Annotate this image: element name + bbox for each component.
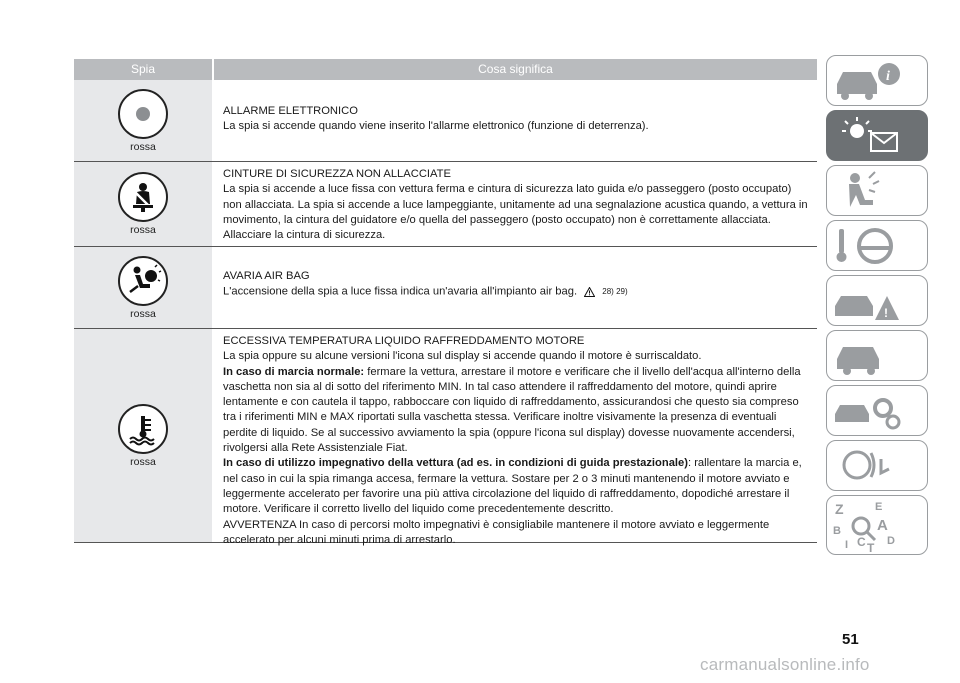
- description-cell: [214, 80, 817, 161]
- tab-emergency[interactable]: [826, 275, 928, 326]
- index-letter: T: [867, 541, 875, 555]
- row-title: AVARIA AIR BAG: [223, 270, 310, 282]
- tab-car-info[interactable]: [826, 55, 928, 106]
- normal-driving-paragraph: [223, 365, 811, 457]
- index-letter: D: [887, 535, 895, 547]
- header-cosa-significa: Cosa significa: [478, 62, 553, 76]
- warning-triangle-icon: [584, 287, 595, 297]
- row-text-line: [223, 284, 811, 300]
- page-number: 51: [842, 631, 859, 648]
- warning-light-cell: [74, 329, 214, 542]
- alphabetical-index-icon: [827, 496, 928, 555]
- multimedia-icon: [827, 441, 928, 491]
- light-color-caption: rossa: [130, 224, 156, 236]
- warning-lights-table: [74, 59, 817, 546]
- tab-multimedia[interactable]: [826, 440, 928, 491]
- car-maintenance-icon: [827, 331, 928, 381]
- car-info-icon: [827, 56, 928, 106]
- warning-light-cell: [74, 80, 214, 161]
- index-letter: E: [875, 501, 883, 513]
- row-title: ECCESSIVA TEMPERATURA LIQUIDO RAFFREDDAMENTO MOTORE: [223, 335, 585, 347]
- index-letter: A: [877, 517, 888, 534]
- alarm-dot-icon: [118, 89, 168, 139]
- svg-text:!: !: [884, 306, 888, 320]
- tab-maintenance[interactable]: [826, 330, 928, 381]
- normal-driving-label: In caso di marcia normale:: [223, 365, 365, 378]
- row-title: CINTURE DI SICUREZZA NON ALLACCIATE: [223, 168, 451, 180]
- technical-data-gears-icon: [827, 386, 928, 436]
- coolant-temperature-icon: [118, 404, 168, 454]
- light-color-caption: rossa: [130, 307, 156, 320]
- airbag-icon: [118, 256, 168, 306]
- table-row: [74, 247, 817, 329]
- warning-light-cell: [74, 162, 214, 246]
- demanding-driving-label: In caso di utilizzo impegnativo della vettura (ad es. in condizioni di guida prestazionale): [223, 457, 688, 470]
- demanding-driving-text: : rallentare la marcia e, nel caso in cui la spia rimanga accesa, fermare la vettura. Sostare per 2 o 3 minuti mantenendo il motore avviato e leggermente accelerato per favorire una più attiva circolazione del liquido di raffreddamento, dopodiché arrestare il motore. Verificare il corretto livello del liquido come precedentemente descritto.: [223, 457, 802, 516]
- watermark: carmanualsonline.info: [700, 655, 870, 674]
- chapter-tabs: [826, 55, 928, 559]
- warning-lights-icon: [827, 111, 928, 161]
- normal-driving-text: fermare la vettura, arrestare il motore e verificare che il livello dell'acqua all'interno della vaschetta non sia al di sotto del riferimento MIN. In tal caso attendere il raffreddamento del motore, quindi aprire lentamente e con cautela il tappo, rabboccare con liquido di raffreddamento, assicurandosi che questo sia compreso tra i riferimenti MIN e MAX riportati sulla vaschetta stessa. Verificare inoltre visivamente la presenza di eventuali perdite di liquido. Se al successivo avviamento la spia (oppure l'icona sul display) dovesse nuovamente accendersi, rivolgersi alla Rete Assistenziale Fiat.: [223, 365, 801, 455]
- warning-references: 28) 29): [602, 287, 628, 297]
- index-letter: Z: [835, 501, 844, 517]
- description-cell: [214, 162, 817, 246]
- header-spia: Spia: [74, 59, 214, 80]
- index-letter: C: [857, 535, 866, 549]
- index-letter: B: [833, 525, 841, 537]
- row-text: L'accensione della spia a luce fissa indica un'avaria all'impianto air bag.: [223, 285, 578, 298]
- table-row: [74, 162, 817, 247]
- table-header: [74, 59, 817, 80]
- steering-key-icon: [827, 221, 928, 271]
- row-title: ALLARME ELETTRONICO: [223, 105, 358, 117]
- light-color-caption: rossa: [130, 140, 156, 153]
- tab-technical-data[interactable]: [826, 385, 928, 436]
- tab-starting-driving[interactable]: [826, 220, 928, 271]
- seatbelt-icon: [118, 172, 168, 222]
- table-row: [74, 329, 817, 546]
- row-text: La spia si accende a luce fissa con vettura ferma e cintura di sicurezza lato guida e/o passeggero (posto occupato) non allacciata. La spia si accende a luce lampeggiante, unitamente ad una segnalazione acustica quando, a vettura in movimento, la cintura del guidatore e/o quella del passeggero (posto occupato) non è correttamente allacciata. Allacciare la cintura di sicurezza.: [223, 183, 808, 242]
- row-intro: La spia oppure su alcune versioni l'icona sul display si accende quando il motore è surriscaldato.: [223, 350, 702, 363]
- demanding-driving-paragraph: [223, 456, 811, 517]
- description-cell: [214, 329, 817, 546]
- index-letter: I: [845, 539, 849, 551]
- row-text: La spia si accende quando viene inserito l'allarme elettronico (funzione di deterrenza).: [223, 120, 649, 133]
- tab-safety[interactable]: [826, 165, 928, 216]
- svg-text:i: i: [886, 69, 890, 84]
- safety-person-icon: [827, 166, 928, 216]
- roadside-emergency-icon: [827, 276, 928, 326]
- warning-light-cell: [74, 247, 214, 328]
- light-color-caption: rossa: [130, 455, 156, 468]
- tab-index[interactable]: [826, 495, 928, 555]
- table-row: [74, 80, 817, 162]
- tab-warning-lights[interactable]: [826, 110, 928, 161]
- description-cell: [214, 247, 817, 328]
- warning-paragraph: AVVERTENZA In caso di percorsi molto impegnativi è consigliabile mantenere il motore avviato e leggermente accelerato per alcuni minuti prima di arrestarlo.: [223, 518, 770, 546]
